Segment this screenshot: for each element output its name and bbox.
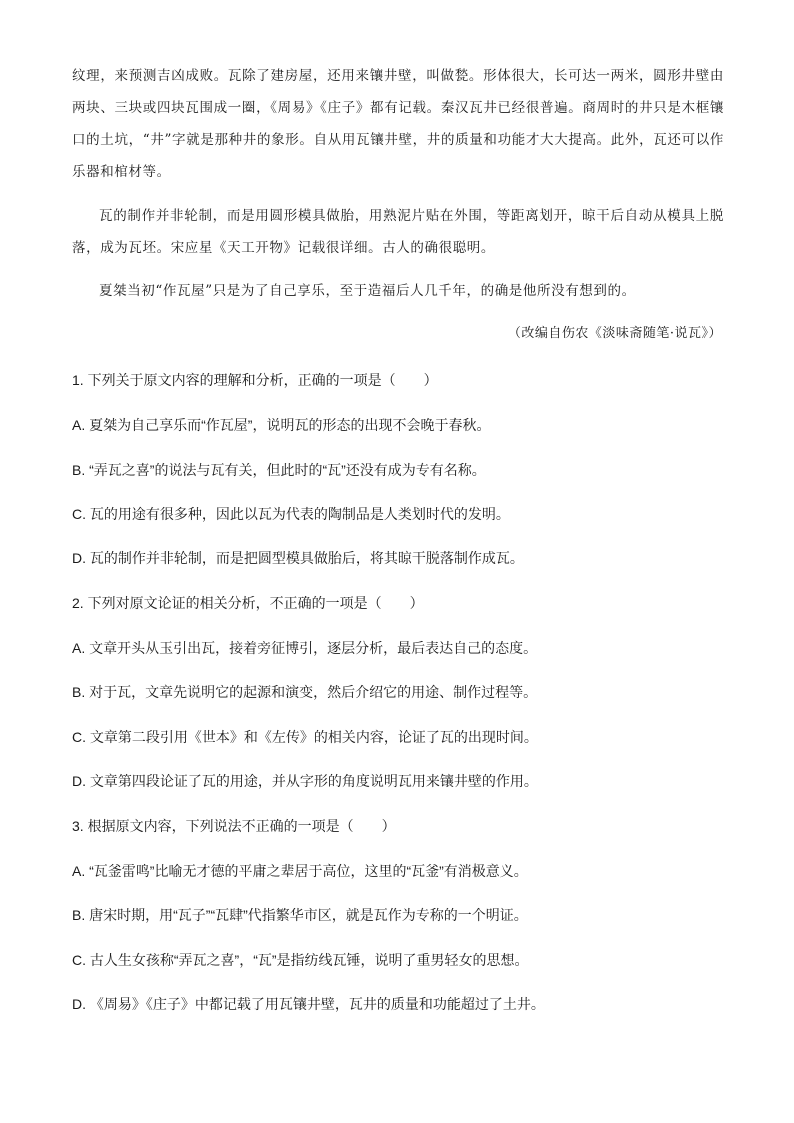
- question-3-option-c: C. 古人生女孩称“弄瓦之喜”，“瓦”是指纺线瓦锤，说明了重男轻女的思想。: [72, 952, 529, 968]
- question-3-option-b: B. 唐宋时期，用“瓦子”“瓦肆”代指繁华市区，就是瓦作为专称的一个明证。: [72, 907, 528, 923]
- passage-paragraph-3: 夏桀当初“作瓦屋”只是为了自己享乐，至于造福后人几千年，的确是他所没有想到的。: [99, 283, 636, 299]
- passage-source: （改编自伤农《淡味斋随笔·说瓦》）: [507, 326, 722, 341]
- question-3-option-d: D. 《周易》《庄子》中都记载了用瓦镶井壁，瓦井的质量和功能超过了土井。: [72, 996, 545, 1012]
- question-1-stem: 1. 下列关于原文内容的理解和分析，正确的一项是（ ）: [72, 372, 438, 388]
- passage-paragraph-1: 纹理，来预测吉凶成败。瓦除了建房屋，还用来镶井壁，叫做甃。形体很大，长可达一两米，圆形井壁由两块、三块或四块瓦围成一圈，《周易》《庄子》都有记载。秦汉瓦井已经很普遍。商周时的井只是木框镶口的土坑，“井”字就是那种井的象形。自从用瓦镶井壁，井的质量和功能才大大提高。此外，瓦还可以作乐器和棺材等。: [72, 68, 724, 180]
- question-2-option-c: C. 文章第二段引用《世本》和《左传》的相关内容，论证了瓦的出现时间。: [72, 729, 538, 745]
- passage-paragraph-2: 瓦的制作并非轮制，而是用圆形模具做胎，用熟泥片贴在外围，等距离划开，晾干后自动从模具上脱落，成为瓦坯。宋应星《天工开物》记载很详细。古人的确很聪明。: [72, 208, 724, 256]
- question-1-option-a: A. 夏桀为自己享乐而“作瓦屋”，说明瓦的形态的出现不会晚于春秋。: [72, 417, 491, 433]
- question-1-option-d: D. 瓦的制作并非轮制，而是把圆型模具做胎后，将其晾干脱落制作成瓦。: [72, 550, 524, 566]
- question-2-stem: 2. 下列对原文论证的相关分析，不正确的一项是（ ）: [72, 595, 424, 611]
- question-3-option-a: A. “瓦釜雷鸣”比喻无才德的平庸之辈居于高位，这里的“瓦釜”有消极意义。: [72, 863, 528, 879]
- question-2-option-d: D. 文章第四段论证了瓦的用途，并从字形的角度说明瓦用来镶井壁的作用。: [72, 773, 538, 789]
- question-3-stem: 3. 根据原文内容，下列说法不正确的一项是（ ）: [72, 818, 396, 834]
- question-1-option-c: C. 瓦的用途有很多种，因此以瓦为代表的陶制品是人类划时代的发明。: [72, 506, 510, 522]
- question-1-option-b: B. “弄瓦之喜”的说法与瓦有关，但此时的“瓦”还没有成为专有名称。: [72, 462, 486, 478]
- question-2-option-b: B. 对于瓦，文章先说明它的起源和演变，然后介绍它的用途、制作过程等。: [72, 684, 538, 700]
- question-2-option-a: A. 文章开头从玉引出瓦，接着旁征博引，逐层分析，最后表达自己的态度。: [72, 640, 538, 656]
